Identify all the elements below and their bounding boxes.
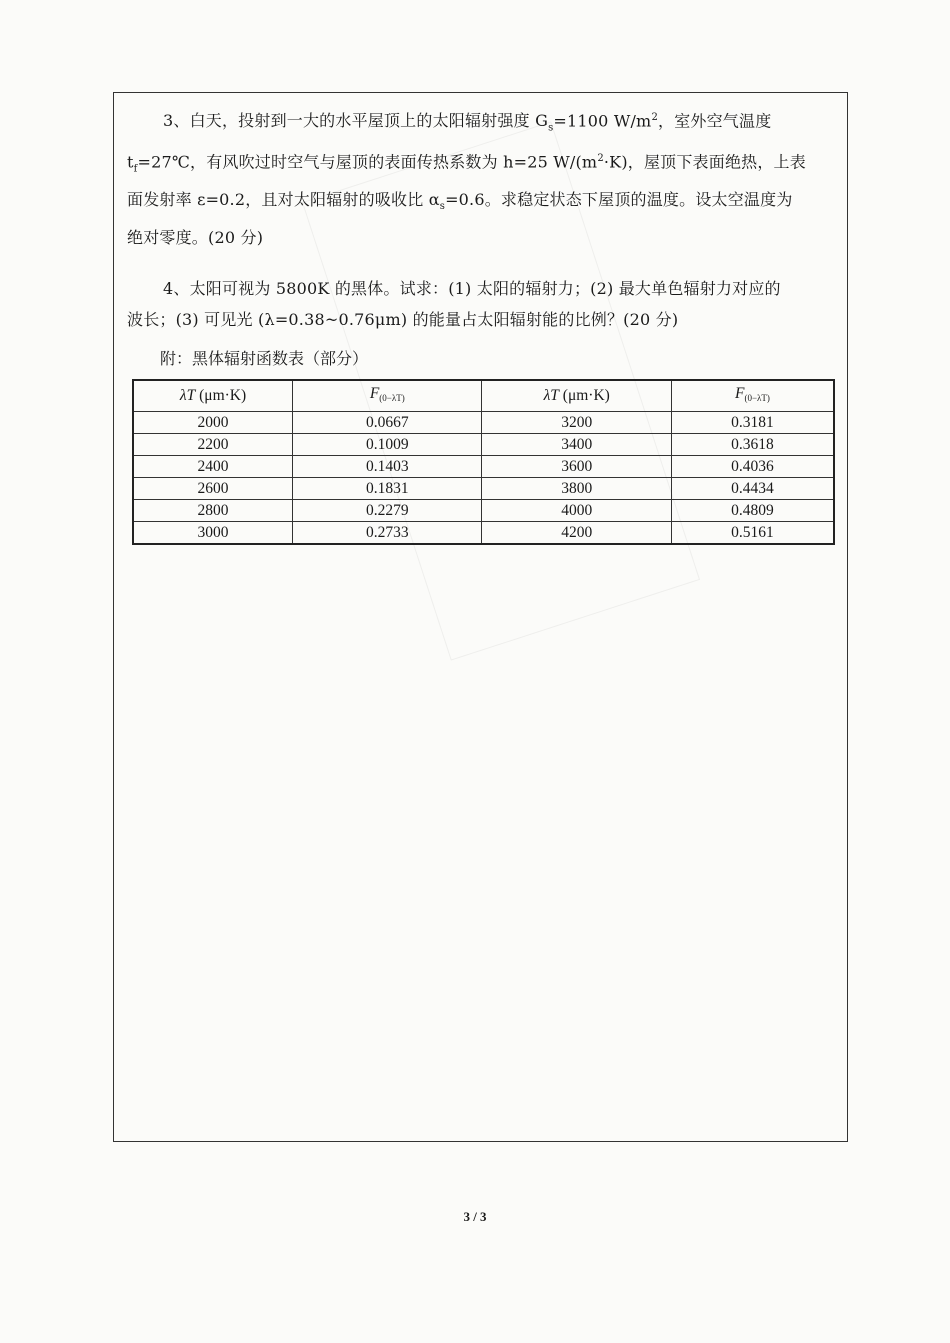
table-row <box>133 412 834 434</box>
q3-sub-f: f <box>133 163 138 175</box>
table-header-row <box>133 380 834 412</box>
table-cell: 3200 <box>482 412 671 434</box>
question-3-line-4: 绝对零度。(20 分) <box>127 227 264 247</box>
q3-line2-b: =27℃，有风吹过时空气与屋顶的表面传热系数为 h=25 W/(m <box>137 152 598 172</box>
table-row <box>133 500 834 522</box>
table-cell: 0.4434 <box>671 478 834 500</box>
table-cell: 2400 <box>133 456 293 478</box>
table-cell: 3400 <box>482 434 671 456</box>
header-sym: λT <box>179 387 196 404</box>
q3-sub-s: s <box>548 122 554 134</box>
q3-text-3: ，室外空气温度 <box>658 111 772 131</box>
q3-text-1: 3、白天，投射到一大的水平屋顶上的太阳辐射强度 G <box>163 111 549 131</box>
q3-line2-c: ·K)，屋顶下表面绝热，上表 <box>603 152 806 172</box>
header-sym: F <box>735 385 745 402</box>
q3-sup-2: 2 <box>651 112 658 123</box>
question-4-line-2: 波长；(3) 可见光 (λ=0.38~0.76μm) 的能量占太阳辐射能的比例？(20 分) <box>127 309 679 329</box>
header-sub: (0−λT) <box>744 393 770 403</box>
table-cell: 4200 <box>482 522 671 545</box>
table-cell: 4000 <box>482 500 671 522</box>
table-cell: 2600 <box>133 478 293 500</box>
table-cell: 2000 <box>133 412 293 434</box>
table-row <box>133 522 834 545</box>
header-sub: (0−λT) <box>379 393 405 403</box>
table-cell: 0.1831 <box>293 478 482 500</box>
page-number: 3 / 3 <box>463 1209 487 1224</box>
header-lambda-t-1 <box>133 380 293 412</box>
question-4 <box>127 274 845 335</box>
header-unit: (μm·K) <box>195 387 247 404</box>
q3-t: t <box>127 152 134 172</box>
table-cell: 0.3181 <box>671 412 834 434</box>
table-row <box>133 434 834 456</box>
q3-text-2: =1100 W/m <box>553 111 652 131</box>
table-cell: 0.0667 <box>293 412 482 434</box>
question-3 <box>127 103 845 253</box>
q3-line2-sup: 2 <box>597 153 604 165</box>
table-cell: 0.4809 <box>671 500 834 522</box>
header-f-1 <box>293 380 482 412</box>
header-f-2 <box>671 380 834 412</box>
table-cell: 0.1009 <box>293 434 482 456</box>
question-4-line-1: 4、太阳可视为 5800K 的黑体。试求：(1) 太阳的辐射力；(2) 最大单色辐射力对应的 <box>163 279 781 298</box>
header-unit: (μm·K) <box>558 387 610 404</box>
question-3-line-1 <box>127 103 845 144</box>
table-row <box>133 478 834 500</box>
table-cell: 0.5161 <box>671 522 834 545</box>
table-cell: 0.2733 <box>293 522 482 545</box>
q3-line3-b: =0.6。求稳定状态下屋顶的温度。设太空温度为 <box>445 190 793 210</box>
question-3-line-3 <box>127 185 845 223</box>
table-cell: 0.3618 <box>671 434 834 456</box>
header-sym: F <box>369 385 380 402</box>
q3-line3-sub: s <box>439 201 446 213</box>
table-cell: 0.2279 <box>293 500 482 522</box>
table-cell: 0.4036 <box>671 456 834 478</box>
question-3-line-2 <box>127 144 845 185</box>
table-cell: 3800 <box>482 478 671 500</box>
table-cell: 3000 <box>133 522 293 545</box>
header-sym: λT <box>543 387 559 404</box>
blackbody-function-table <box>132 379 835 545</box>
header-lambda-t-2 <box>482 380 671 412</box>
table-cell: 2200 <box>133 434 293 456</box>
table-cell: 2800 <box>133 500 293 522</box>
table-cell: 0.1403 <box>293 456 482 478</box>
table-row <box>133 456 834 478</box>
q3-line3-a: 面发射率 ε=0.2，且对太阳辐射的吸收比 α <box>127 190 440 210</box>
appendix-title: 附：黑体辐射函数表（部分） <box>160 349 369 368</box>
table-cell: 3600 <box>482 456 671 478</box>
